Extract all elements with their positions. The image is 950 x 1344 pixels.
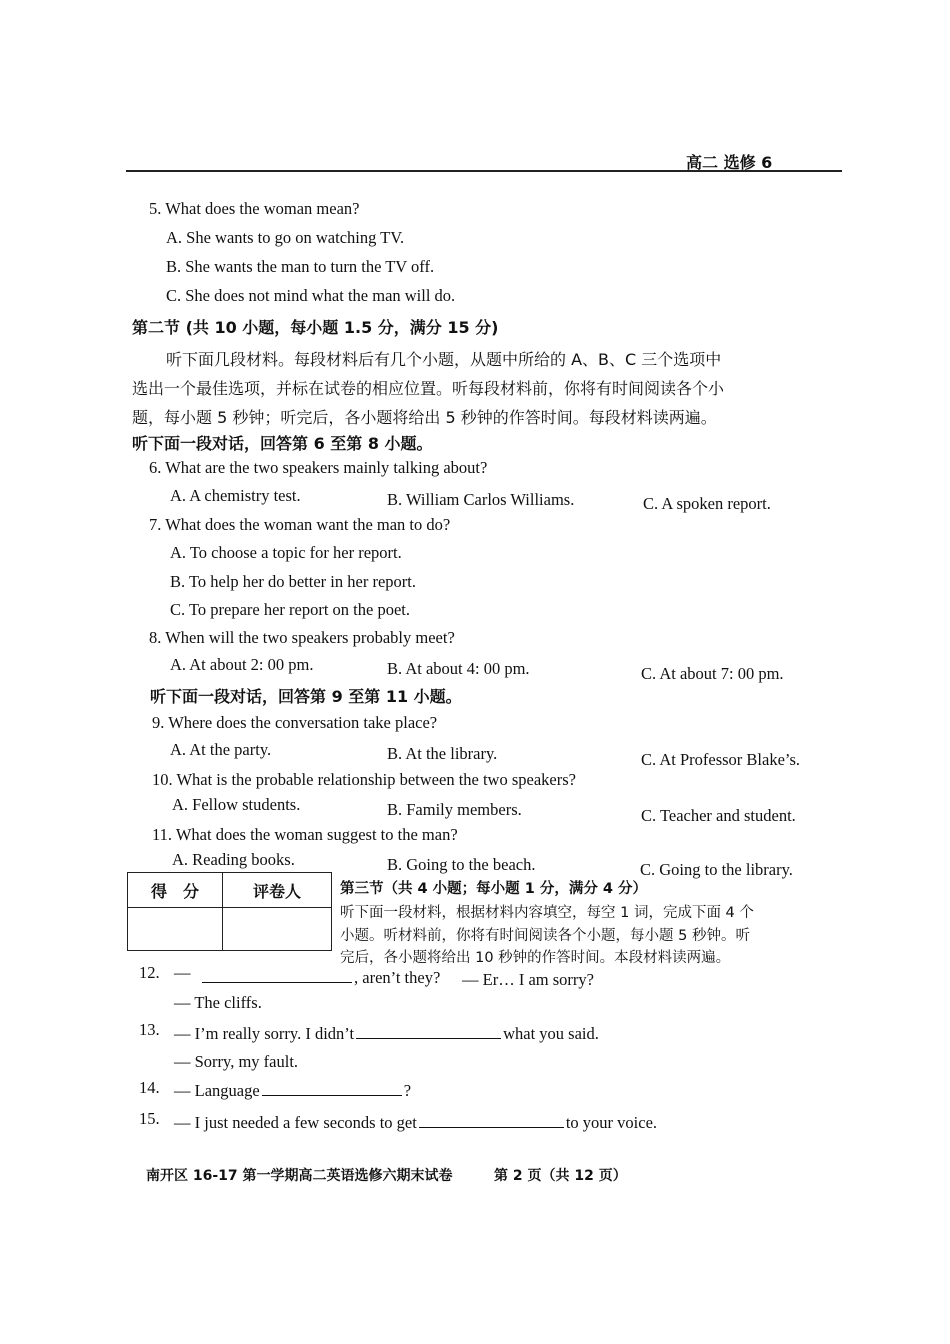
question-12-response: — Er… I am sorry? xyxy=(462,970,594,989)
q8-option-c: C. At about 7: 00 pm. xyxy=(641,664,784,683)
question-13-tail: what you said. xyxy=(503,1024,599,1043)
q6-option-b: B. William Carlos Williams. xyxy=(387,490,575,509)
question-7: 7. What does the woman want the man to do? xyxy=(149,515,451,534)
question-11: 11. What does the woman suggest to the man? xyxy=(152,825,458,844)
section-3-heading: 第三节（共 4 小题；每小题 1 分，满分 4 分） xyxy=(340,881,648,897)
section-2-instructions-2: 选出一个最佳选项，并标在试卷的相应位置。听每段材料前，你将有时间阅读各个小 xyxy=(132,379,725,398)
score-cell[interactable] xyxy=(128,908,223,951)
q6-option-a: A. A chemistry test. xyxy=(170,486,301,505)
question-13-reply: — Sorry, my fault. xyxy=(174,1052,299,1071)
section-3-line-2: 小题。听材料前，你将有时间阅读各个小题，每小题 5 秒钟。听 xyxy=(340,928,750,944)
q8-option-b: B. At about 4: 00 pm. xyxy=(387,659,530,678)
question-12-dash: — xyxy=(174,963,191,982)
question-13-line xyxy=(174,1024,599,1044)
question-14-tail: ? xyxy=(403,1081,412,1100)
question-13-number: 13. xyxy=(139,1020,160,1039)
question-15-text: — I just needed a few seconds to get xyxy=(174,1113,417,1132)
score-table xyxy=(127,872,332,951)
question-15-tail: to your voice. xyxy=(565,1113,658,1132)
question-15-number: 15. xyxy=(139,1109,160,1128)
q8-option-a: A. At about 2: 00 pm. xyxy=(170,655,314,674)
question-12-reply: — The cliffs. xyxy=(174,993,262,1012)
q7-option-c: C. To prepare her report on the poet. xyxy=(170,600,410,619)
q11-option-a: A. Reading books. xyxy=(172,850,295,869)
question-13-text: — I’m really sorry. I didn’t xyxy=(174,1024,355,1043)
grader-label: 评卷人 xyxy=(223,873,332,908)
q7-option-a: A. To choose a topic for her report. xyxy=(170,543,402,562)
q13-answer-blank[interactable] xyxy=(356,1024,501,1039)
question-12-line xyxy=(200,968,440,988)
q9-option-b: B. At the library. xyxy=(387,744,498,763)
q10-option-b: B. Family members. xyxy=(387,800,522,819)
footer-page-number: 第 2 页（共 12 页） xyxy=(494,1168,627,1184)
section-2-instructions-3: 题，每小题 5 秒钟；听完后，各小题将给出 5 秒钟的作答时间。每段材料读两遍。 xyxy=(132,408,717,427)
q7-option-b: B. To help her do better in her report. xyxy=(170,572,416,591)
grader-cell[interactable] xyxy=(223,908,332,951)
q5-option-b: B. She wants the man to turn the TV off. xyxy=(166,257,435,276)
footer-exam-title: 南开区 16-17 第一学期高二英语选修六期末试卷 xyxy=(146,1168,453,1184)
q10-option-a: A. Fellow students. xyxy=(172,795,301,814)
question-14-number: 14. xyxy=(139,1078,160,1097)
section-2-instructions-1: 听下面几段材料。每段材料后有几个小题，从题中所给的 A、B、C 三个选项中 xyxy=(166,350,722,369)
question-14-line xyxy=(174,1081,411,1101)
group-1-heading: 听下面一段对话，回答第 6 至第 8 小题。 xyxy=(132,434,433,453)
q11-option-b: B. Going to the beach. xyxy=(387,855,536,874)
score-label: 得 分 xyxy=(128,873,223,908)
q9-option-a: A. At the party. xyxy=(170,740,272,759)
question-15-line xyxy=(174,1113,657,1133)
question-14-text: — Language xyxy=(174,1081,260,1100)
q15-answer-blank[interactable] xyxy=(419,1113,564,1128)
header-rule xyxy=(126,170,842,172)
q5-option-c: C. She does not mind what the man will do. xyxy=(166,286,456,305)
question-10: 10. What is the probable relationship between the two speakers? xyxy=(152,770,576,789)
question-12-tag: , aren’t they? xyxy=(354,968,441,987)
question-8: 8. When will the two speakers probably meet? xyxy=(149,628,455,647)
q6-option-c: C. A spoken report. xyxy=(643,494,771,513)
header-label: 高二 选修 6 xyxy=(686,153,773,172)
q9-option-c: C. At Professor Blake’s. xyxy=(641,750,801,769)
section-3-line-3: 完后，各小题将给出 10 秒钟的作答时间。本段材料读两遍。 xyxy=(340,950,731,966)
question-12-number: 12. xyxy=(139,963,160,982)
q12-answer-blank[interactable] xyxy=(202,968,352,983)
section-2-heading: 第二节 (共 10 小题，每小题 1.5 分，满分 15 分) xyxy=(132,318,499,337)
q14-answer-blank[interactable] xyxy=(262,1081,402,1096)
q10-option-c: C. Teacher and student. xyxy=(641,806,796,825)
group-2-heading: 听下面一段对话，回答第 9 至第 11 小题。 xyxy=(150,687,462,706)
question-5: 5. What does the woman mean? xyxy=(149,199,360,218)
section-3-line-1: 听下面一段材料，根据材料内容填空，每空 1 词，完成下面 4 个 xyxy=(340,905,754,921)
q5-option-a: A. She wants to go on watching TV. xyxy=(166,228,405,247)
q11-option-c: C. Going to the library. xyxy=(640,860,793,879)
question-9: 9. Where does the conversation take place? xyxy=(152,713,438,732)
question-6: 6. What are the two speakers mainly talking about? xyxy=(149,458,488,477)
